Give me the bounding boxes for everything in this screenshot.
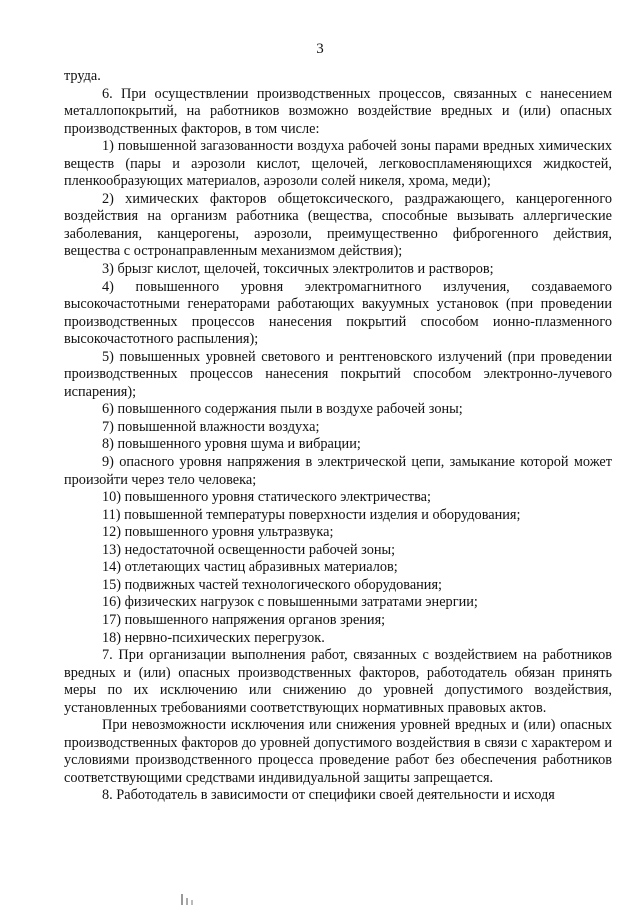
list-item-18: 18) нервно-психических перегрузок. (102, 629, 325, 646)
list-item-10: 10) повышенного уровня статического электричества; (102, 489, 432, 506)
list-item-5: 5) повышенных уровней светового и рентгеновского излучений (при проведении производственных процессов нанесения покрытий способом электронно-лучевого испарения); (64, 348, 612, 400)
list-item-2: 2) химических факторов общетоксического, раздражающего, канцерогенного воздействия на организм работника (вещества, способные вызывать аллергические заболевания, канцерогены, аэрозоли, преимущественно фиброгенного действия, вещества с остронаправленным механизмом действия); (64, 190, 612, 260)
paragraph-item-7: 7. При организации выполнения работ, связанных с воздействием на работников вредных и (или) опасных производственных факторов, работодатель обязан принять меры по их исключению или снижению до уровней допустимого воздействия, установленных требованиями соответствующих нормативных правовых актов. (64, 647, 612, 716)
page-number: 3 (316, 41, 324, 57)
document-body (64, 68, 612, 805)
list-item-3: 3) брызг кислот, щелочей, токсичных электролитов и растворов; (102, 261, 494, 278)
paragraph-item-6: 6. При осуществлении производственных процессов, связанных с нанесением металлопокрытий, на работников возможно воздействие вредных и (или) опасных производственных факторов, в том числе: (64, 85, 612, 137)
paragraph-continuation: труда. (64, 68, 101, 84)
list-item-15: 15) подвижных частей технологического оборудования; (102, 576, 443, 593)
list-item-7: 7) повышенной влажности воздуха; (102, 418, 320, 435)
list-item-4: 4) повышенного уровня электромагнитного излучения, создаваемого высокочастотными генераторами работающих вакуумных установок (при проведении производственных процессов нанесения покрытий способом ионно-плазменного высокочастотного распыления); (64, 278, 612, 348)
list-item-6: 6) повышенного содержания пыли в воздухе рабочей зоны; (102, 401, 463, 418)
scan-marks (178, 888, 208, 905)
list-item-13: 13) недостаточной освещенности рабочей зоны; (102, 541, 396, 558)
paragraph-prohibition: При невозможности исключения или снижения уровней вредных и (или) опасных производственных факторов до уровней допустимого воздействия в связи с характером и условиями производственного процесса проведение работ без обеспечения работников соответствующими средствами индивидуальной защиты запрещается. (64, 717, 612, 786)
list-item-8: 8) повышенного уровня шума и вибрации; (102, 436, 361, 453)
paragraph-item-8: 8. Работодатель в зависимости от специфики своей деятельности и исходя (102, 787, 555, 804)
list-item-16: 16) физических нагрузок с повышенными затратами энергии; (102, 594, 478, 611)
list-item-9: 9) опасного уровня напряжения в электрической цепи, замыкание которой может произойти через тело человека; (64, 454, 612, 488)
list-item-11: 11) повышенной температуры поверхности изделия и оборудования; (102, 506, 521, 523)
list-item-1: 1) повышенной загазованности воздуха рабочей зоны парами вредных химических веществ (пары и аэрозоли кислот, щелочей, легковоспламеняющихся жидкостей, пленкообразующих материалов, аэрозоли солей никеля, хрома, меди); (64, 138, 612, 190)
list-item-17: 17) повышенного напряжения органов зрения; (102, 611, 386, 628)
list-item-12: 12) повышенного уровня ультразвука; (102, 524, 334, 541)
list-item-14: 14) отлетающих частиц абразивных материалов; (102, 559, 398, 576)
